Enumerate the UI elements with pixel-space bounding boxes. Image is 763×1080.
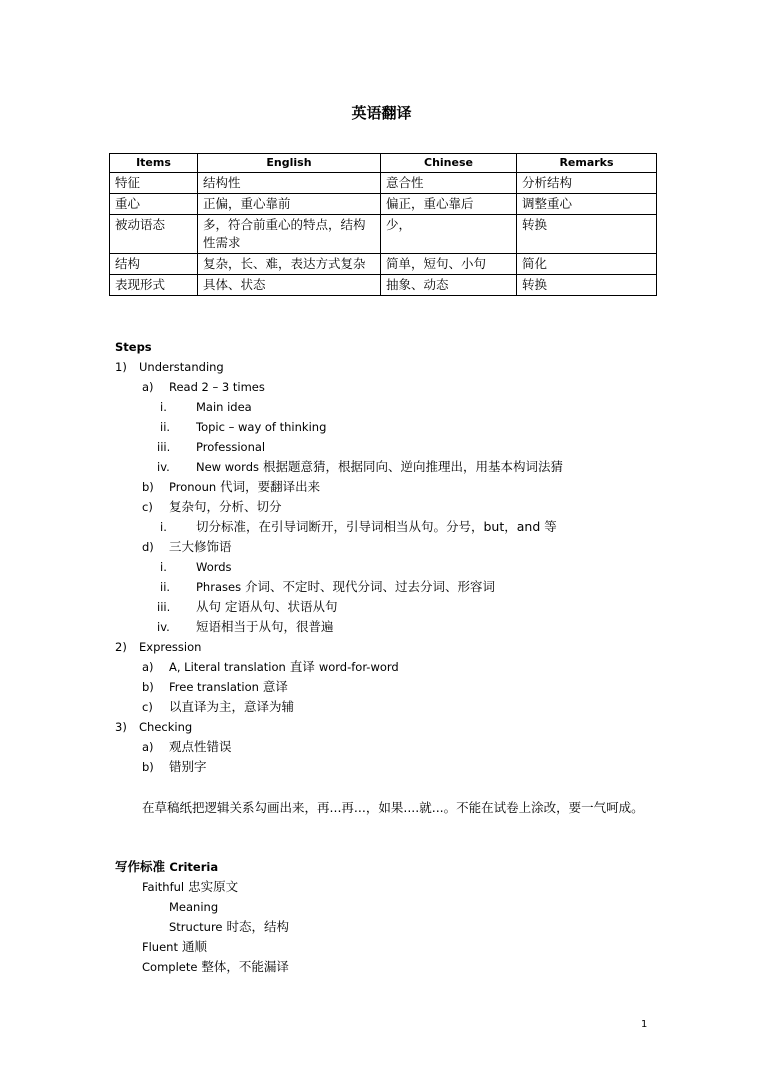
list-item (157, 597, 337, 617)
list-marker: b) (142, 760, 154, 774)
list-item-text: Phrases (196, 580, 242, 594)
table-row (110, 194, 657, 215)
list-item-text: 观点性错误 (169, 739, 232, 754)
table-cell: 重心 (110, 194, 198, 215)
criteria-item (142, 877, 238, 897)
list-item-text: Pronoun (169, 480, 217, 494)
list-marker: ii. (160, 580, 171, 594)
list-marker: 3) (115, 720, 127, 734)
table-cell: 表现形式 (110, 275, 198, 296)
list-marker: iii. (157, 440, 171, 454)
criteria-item (169, 917, 289, 937)
list-item-text: Expression (139, 640, 202, 654)
list-marker: i. (160, 560, 167, 574)
criteria-heading (115, 857, 218, 877)
table-cell: 正偏，重心靠前 (198, 194, 381, 215)
note-paragraph: 在草稿纸把逻辑关系勾画出来，再...再...，如果....就...。不能在试卷上涂改，要一气呵成。 (142, 800, 644, 815)
list-item (157, 437, 265, 457)
table-row (110, 275, 657, 296)
table-cell: 简化 (517, 254, 657, 275)
list-marker: a) (142, 380, 154, 394)
list-item (142, 737, 232, 757)
header-english: English (198, 154, 381, 173)
criteria-item-en: Complete (142, 960, 198, 974)
list-item-text: Words (196, 560, 232, 574)
table-cell: 转换 (517, 275, 657, 296)
header-chinese: Chinese (381, 154, 517, 173)
criteria-item-en: Fluent (142, 940, 178, 954)
list-item-text: Professional (196, 440, 266, 454)
list-marker: c) (142, 700, 153, 714)
criteria-item-zh: 整体，不能漏译 (201, 959, 289, 974)
table-cell: 被动语态 (110, 215, 198, 254)
table-cell: 复杂，长、难，表达方式复杂 (198, 254, 381, 275)
page-number: 1 (641, 1019, 648, 1030)
list-item (115, 717, 192, 737)
list-item-text: 介词、不定时、现代分词、过去分词、形容词 (245, 579, 496, 594)
list-item-text: 复杂句，分析、切分 (169, 499, 282, 514)
comparison-table (109, 153, 657, 296)
table-cell: 结构 (110, 254, 198, 275)
list-item (142, 757, 207, 777)
list-item (157, 617, 334, 637)
list-marker: d) (142, 540, 154, 554)
table-cell: 转换 (517, 215, 657, 254)
table-cell: 意合性 (381, 173, 517, 194)
criteria-item (142, 957, 289, 977)
list-item (142, 697, 294, 717)
table-row (110, 173, 657, 194)
list-marker: b) (142, 480, 154, 494)
list-marker: iii. (157, 600, 171, 614)
list-item (160, 577, 495, 597)
list-item (115, 357, 224, 377)
criteria-heading-en: Criteria (169, 860, 219, 874)
list-marker: a) (142, 740, 154, 754)
list-item-text: 三大修饰语 (169, 539, 232, 554)
list-marker: i. (160, 400, 167, 414)
criteria-item: Meaning (169, 900, 219, 914)
list-item (142, 537, 232, 557)
list-item-text: Topic – way of thinking (196, 420, 327, 434)
table-cell: 具体、状态 (198, 275, 381, 296)
list-marker: i. (160, 520, 167, 534)
table-cell: 分析结构 (517, 173, 657, 194)
list-item-text: Understanding (139, 360, 224, 374)
list-marker: b) (142, 680, 154, 694)
list-item (142, 377, 265, 397)
criteria-item-en: Structure (169, 920, 223, 934)
list-item-text: word-for-word (318, 660, 399, 674)
list-item (160, 417, 326, 437)
list-item (142, 497, 282, 517)
criteria-heading-zh: 写作标准 (115, 859, 166, 874)
criteria-item-en: Faithful (142, 880, 185, 894)
criteria-item-zh: 通顺 (181, 939, 207, 954)
list-item (142, 477, 320, 497)
list-item-text: New words (196, 460, 259, 474)
list-item-text: Checking (139, 720, 193, 734)
list-item-text: 以直译为主，意译为辅 (169, 699, 295, 714)
criteria-item-zh: 忠实原文 (188, 879, 239, 894)
table-cell: 少， (381, 215, 517, 254)
list-item-text: 意译 (262, 679, 288, 694)
list-marker: iv. (157, 460, 170, 474)
table-cell: 抽象、动态 (381, 275, 517, 296)
list-item-text: 错别字 (169, 759, 207, 774)
criteria-item-zh: 时态，结构 (226, 919, 289, 934)
steps-heading: Steps (115, 340, 152, 354)
table-row (110, 254, 657, 275)
list-item-text: 根据题意猜，根据同向、逆向推理出，用基本构词法猜 (262, 459, 563, 474)
table-cell: 调整重心 (517, 194, 657, 215)
list-marker: a) (142, 660, 154, 674)
list-item-text: Main idea (196, 400, 252, 414)
list-marker: c) (142, 500, 153, 514)
list-item-text: Read 2 – 3 times (169, 380, 265, 394)
criteria-item (142, 937, 207, 957)
list-item-text: 切分标准，在引导词断开，引导词相当从句。分号，but，and 等 (196, 519, 557, 534)
list-item-text: 直译 (289, 659, 315, 674)
list-marker: 1) (115, 360, 127, 374)
list-item (160, 397, 252, 417)
list-item-text: Free translation (169, 680, 259, 694)
header-remarks: Remarks (517, 154, 657, 173)
list-item (115, 637, 201, 657)
table-cell: 结构性 (198, 173, 381, 194)
list-item (142, 657, 399, 677)
table-cell: 偏正，重心靠后 (381, 194, 517, 215)
list-marker: iv. (157, 620, 170, 634)
list-item-text: 短语相当于从句，很普遍 (196, 619, 334, 634)
table-cell: 多，符合前重心的特点，结构性需求 (198, 215, 381, 254)
header-items: Items (110, 154, 198, 173)
list-item (142, 677, 288, 697)
list-item-text: A, Literal translation (169, 660, 286, 674)
table-cell: 特征 (110, 173, 198, 194)
list-item-text: 从句 定语从句、状语从句 (196, 599, 338, 614)
table-cell: 简单，短句、小句 (381, 254, 517, 275)
list-item (157, 457, 563, 477)
table-header-row (110, 154, 657, 173)
list-item-text: 代词，要翻译出来 (220, 479, 321, 494)
list-item (160, 557, 232, 577)
table-row (110, 215, 657, 254)
list-marker: ii. (160, 420, 171, 434)
list-marker: 2) (115, 640, 127, 654)
list-item (160, 517, 557, 537)
page-title: 英语翻译 (351, 104, 412, 122)
